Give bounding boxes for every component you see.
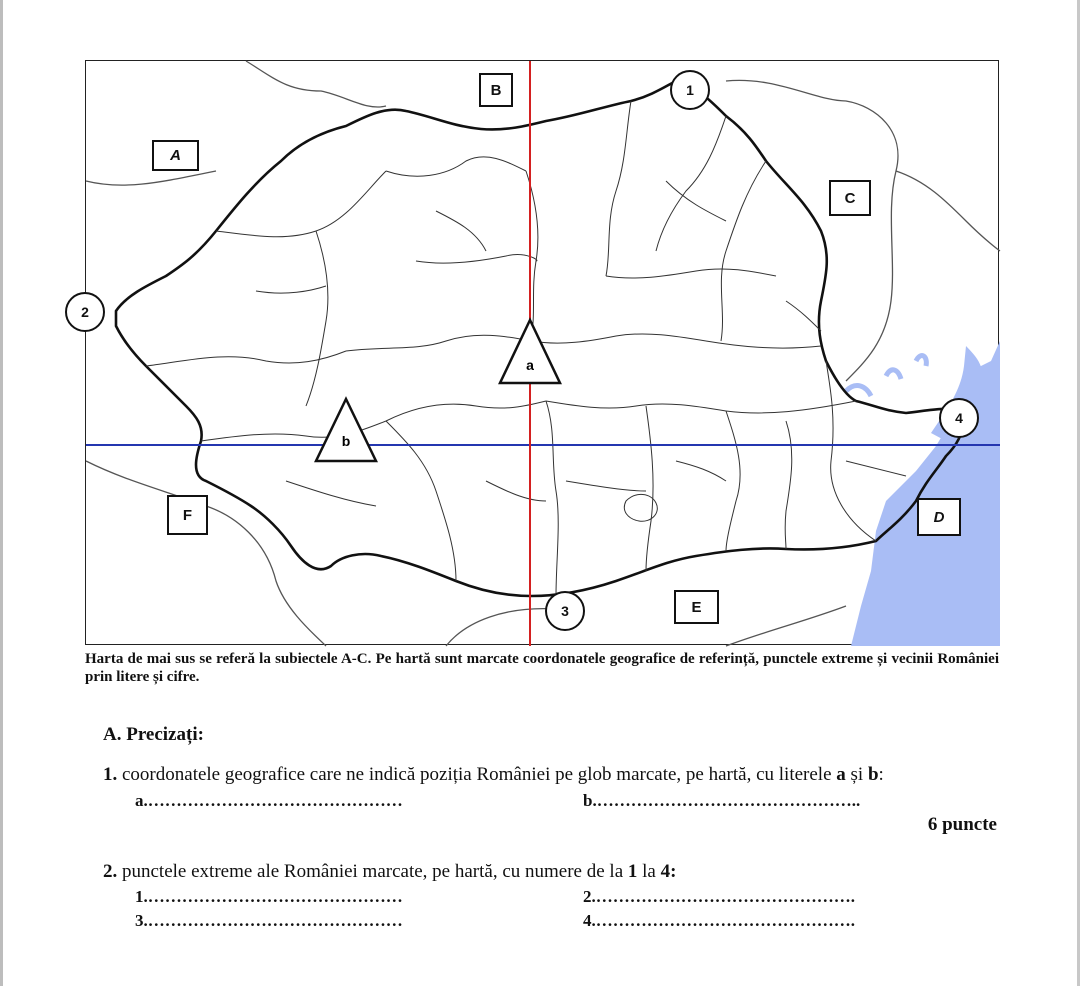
question-2-to-word: la [642,861,656,882]
question-1-letter-b: b [867,764,879,785]
extreme-point-1: 1 [670,70,710,110]
answer-line-b[interactable]: b.……………………………………….. [583,791,861,810]
question-2-number: 2. [103,861,118,882]
extreme-point-3: 3 [545,591,585,631]
neighbor-label-e: E [674,590,719,624]
section-title: A. Precizați: [103,724,204,745]
question-2-from: 1 [627,861,638,882]
points-label: 6 puncte [927,814,997,835]
answer-line-a[interactable]: a.……………………………………… [135,791,403,810]
question-1-text: coordonatele geografice care ne indică poziția României pe glob marcate, pe hartă, cu literele [122,764,832,785]
answer-line-4[interactable]: 4.………………………………………. [583,911,855,930]
neighbor-label-a: A [152,140,199,171]
answer-line-1[interactable]: 1.……………………………………… [135,887,403,906]
question-2 [103,861,676,883]
question-1-conjunction: și [850,764,864,785]
question-1-colon: : [878,764,884,785]
question-1 [103,764,884,786]
neighbor-label-b: B [479,73,513,107]
extreme-point-4: 4 [939,398,979,438]
map-drawing [86,61,1000,646]
page-edge-left [0,0,3,986]
danube-lakes [846,356,926,396]
question-1-number: 1. [103,764,118,785]
neighbor-label-d: D [917,498,961,536]
coordinate-marker-a [500,320,560,383]
coordinate-label-a: a [526,357,534,373]
extreme-point-2: 2 [65,292,105,332]
map-of-romania [81,60,999,645]
answer-line-2[interactable]: 2.………………………………………. [583,887,855,906]
coordinate-marker-b [316,399,376,461]
neighbor-label-f: F [167,495,208,535]
map-caption: Harta de mai sus se referă la subiectele A-C. Pe hartă sunt marcate coordonatele geografice de referință, punctele extreme și vecinii României prin litere și cifre. [85,651,999,685]
question-2-text: punctele extreme ale României marcate, pe hartă, cu numere de la [122,861,624,882]
question-1-letter-a: a [836,764,846,785]
answer-line-3[interactable]: 3.……………………………………… [135,911,403,930]
coordinate-label-b: b [341,433,351,449]
neighbor-label-c: C [829,180,871,216]
question-2-to: 4: [660,861,677,882]
